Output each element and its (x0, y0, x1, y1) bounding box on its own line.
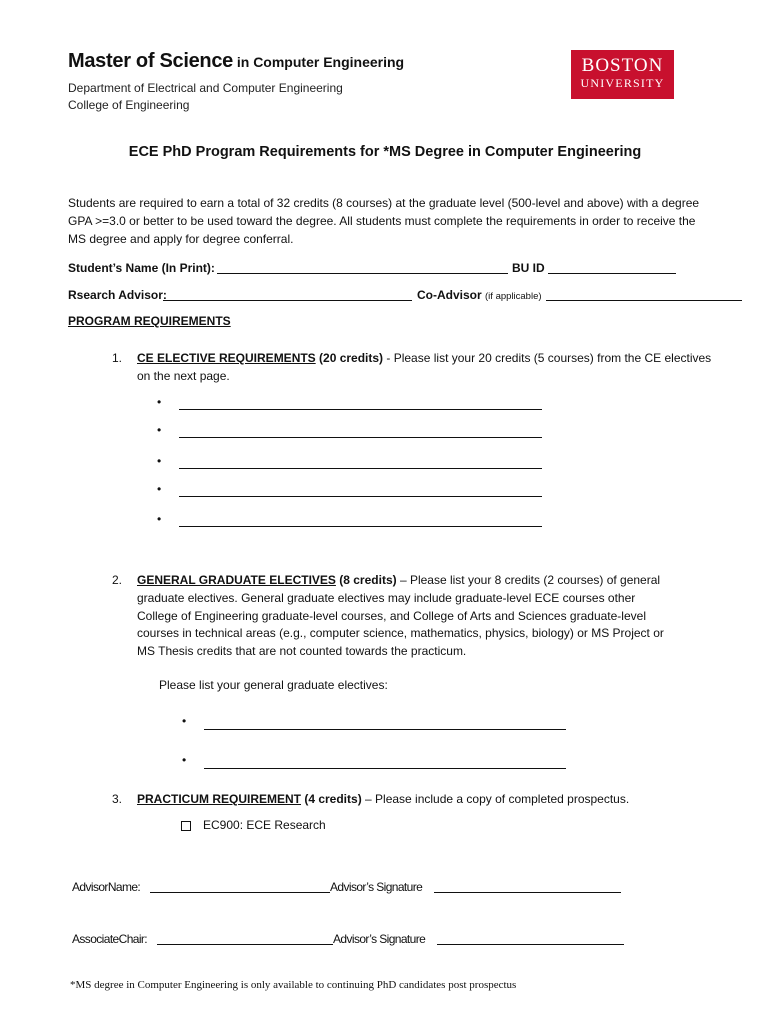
intro-line: GPA >=3.0 or better to be used toward the degree. All students must complete the requirements in order to receive the (68, 214, 696, 228)
section2-number: 2. (112, 573, 123, 587)
section3-title: PRACTICUM REQUIREMENT (137, 792, 301, 806)
bullet-icon: • (182, 714, 187, 728)
ce-elective-field-2[interactable] (179, 437, 542, 438)
section1-title: CE ELECTIVE REQUIREMENTS (137, 351, 316, 365)
section3-credits: (4 credits) (301, 792, 362, 806)
intro-paragraph (68, 194, 758, 248)
section3-number: 3. (112, 792, 123, 806)
college-name: College of Engineering (68, 98, 190, 112)
section1-number: 1. (112, 351, 123, 365)
associate-signature-label: Advisor’s Signature (333, 932, 426, 946)
coadvisor-label-group (417, 288, 542, 302)
ec900-label: EC900: ECE Research (203, 818, 326, 832)
section2-desc-line: College of Engineering graduate-level courses, and College of Arts and Sciences graduate-level (137, 608, 646, 623)
bu-id-field[interactable] (548, 273, 676, 274)
section2-prompt: Please list your general graduate electives: (159, 678, 388, 692)
ce-elective-field-5[interactable] (179, 526, 542, 527)
boston-university-logo (571, 50, 674, 99)
bullet-icon: • (157, 395, 162, 409)
section1-credits: (20 credits) (315, 351, 384, 365)
section1-heading (137, 351, 711, 365)
ce-elective-field-3[interactable] (179, 468, 542, 469)
bullet-icon: • (157, 423, 162, 437)
general-elective-field-1[interactable] (204, 729, 566, 730)
page-title (68, 50, 404, 73)
section3-desc: – Please include a copy of completed prospectus. (361, 792, 630, 806)
coadvisor-note: (if applicable) (485, 291, 542, 302)
coadvisor-label: Co-Advisor (417, 288, 482, 302)
advisor-name-label: AdvisorName: (72, 880, 141, 894)
section1-desc-line2: on the next page. (137, 369, 230, 383)
student-name-label: Student’s Name (In Print): (68, 261, 215, 275)
form-title: ECE PhD Program Requirements for *MS Degree in Computer Engineering (128, 144, 642, 160)
footnote: *MS degree in Computer Engineering is only available to continuing PhD candidates post prospectus (70, 979, 517, 991)
ce-elective-field-1[interactable] (179, 409, 542, 410)
bu-id-label: BU ID (512, 261, 545, 275)
section1-desc: - Please list your 20 credits (5 courses) from the CE electives (383, 351, 712, 365)
intro-line: MS degree and apply for degree conferral. (68, 232, 294, 246)
bullet-icon: • (157, 454, 162, 468)
research-advisor-field[interactable] (163, 300, 412, 301)
bullet-icon: • (157, 512, 162, 526)
checkbox-icon[interactable] (181, 821, 191, 831)
coadvisor-field[interactable] (546, 300, 742, 301)
bullet-icon: • (182, 753, 187, 767)
logo-line1: BOSTON (581, 55, 664, 76)
advisor-signature-field[interactable] (434, 892, 621, 893)
associate-signature-field[interactable] (437, 944, 624, 945)
section2-desc-line: courses in technical areas (e.g., computer science, mathematics, physics, biology) or MS Project or (137, 626, 664, 640)
section2-desc-line: graduate electives. General graduate electives may include graduate-level ECE courses other (137, 591, 636, 605)
section2-title: GENERAL GRADUATE ELECTIVES (137, 573, 336, 587)
intro-line: Students are required to earn a total of 32 credits (8 courses) at the graduate level (500-level and above) with a degree (68, 196, 700, 210)
research-advisor-label: Rsearch Advisor: (68, 288, 167, 302)
associate-chair-label: AssociateChair: (72, 932, 148, 946)
section2-desc-line: MS Thesis credits that are not counted towards the practicum. (137, 643, 467, 658)
ce-elective-field-4[interactable] (179, 496, 542, 497)
section3-heading (137, 792, 629, 806)
advisor-signature-label: Advisor’s Signature (330, 880, 423, 894)
ec900-checkbox-row[interactable] (181, 818, 326, 832)
section2-description (137, 590, 737, 660)
title-sub: in Computer Engineering (232, 54, 405, 70)
student-name-field[interactable] (217, 273, 508, 274)
title-main: Master of Science (68, 50, 233, 72)
advisor-name-field[interactable] (150, 892, 330, 893)
section2-heading (137, 573, 660, 587)
associate-chair-field[interactable] (157, 944, 333, 945)
department-name: Department of Electrical and Computer Engineering (68, 81, 343, 95)
section2-credits: (8 credits) (335, 573, 397, 587)
program-requirements-heading: PROGRAM REQUIREMENTS (68, 314, 231, 328)
section2-desc: – Please list your 8 credits (2 courses) of general (396, 573, 661, 587)
logo-line2: UNIVERSITY (580, 76, 665, 90)
bullet-icon: • (157, 482, 162, 496)
general-elective-field-2[interactable] (204, 768, 566, 769)
